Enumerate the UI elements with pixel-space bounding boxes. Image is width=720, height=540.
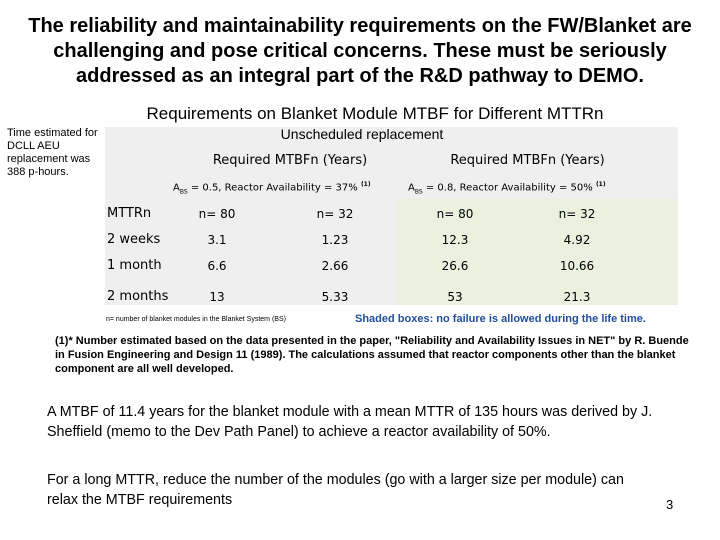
table-cell: 12.3 [441, 233, 469, 247]
column-label-n80-right: n= 80 [436, 207, 474, 221]
shaded-boxes-note: Shaded boxes: no failure is allowed during the life time. [355, 313, 646, 325]
table-cell: 21.3 [563, 290, 591, 304]
table-cell: 4.92 [563, 233, 591, 247]
column-label-mttrn: MTTRn [107, 206, 152, 221]
left-group-condition: $A_{BS} = 0.5$, Reactor Availability = 37% $^{(1)}$ [173, 181, 371, 196]
paragraph-long-mttr: For a long MTTR, reduce the number of the modules (go with a larger size per module) can relax the MTBF requirements [47, 472, 624, 508]
left-group-header: Required MTBFn (Years) [212, 153, 368, 168]
right-group-header: Required MTBFn (Years) [450, 153, 605, 168]
table-caption: Unscheduled replacement [280, 126, 444, 142]
n-definition-note: n= number of blanket modules in the Blanket System (BS) [106, 316, 286, 323]
page-number: 3 [666, 497, 674, 512]
table-title: Requirements on Blanket Module MTBF for Different MTTRn [146, 104, 604, 123]
table-cell: 53 [447, 290, 463, 304]
column-label-n32-left: n= 32 [316, 207, 354, 221]
row-label-1-month: 1 month [107, 258, 162, 273]
table-cell: 1.23 [321, 233, 349, 247]
table-cell: 10.66 [559, 259, 595, 273]
row-label-2-weeks: 2 weeks [107, 232, 161, 247]
table-cell: 2.66 [321, 259, 349, 273]
paragraph-sheffield: A MTBF of 11.4 years for the blanket module with a mean MTTR of 135 hours was derived by J. Sheffield (memo to the Dev Path Panel) to achieve a reactor availability of 50%. [47, 404, 653, 440]
side-note: Time estimated for DCLL AEU replacement was 388 p-hours. [7, 127, 98, 178]
column-label-n80-left: n= 80 [198, 207, 236, 221]
slide-title: The reliability and maintainability requirements on the FW/Blanket are challenging and pose critical concerns. These must be seriously addressed as an integral part of the R&D pathway to DEMO. [28, 15, 692, 87]
column-label-n32-right: n= 32 [558, 207, 596, 221]
table-cell: 6.6 [207, 259, 227, 273]
table-cell: 3.1 [207, 233, 227, 247]
table-cell: 13 [209, 290, 225, 304]
row-label-2-months: 2 months [107, 289, 169, 304]
table-cell: 26.6 [441, 259, 469, 273]
table-cell: 5.33 [321, 290, 349, 304]
reference-footnote: (1)* Number estimated based on the data presented in the paper, "Reliability and Availability Issues in NET" by R. Buende in Fusion Engineering and Design 11 (1989). The calculations assumed that reactor components other than the blanket component are all well developed. [55, 335, 689, 375]
right-group-condition: $A_{BS} = 0.8$, Reactor Availability = 50% $^{(1)}$ [408, 181, 606, 196]
